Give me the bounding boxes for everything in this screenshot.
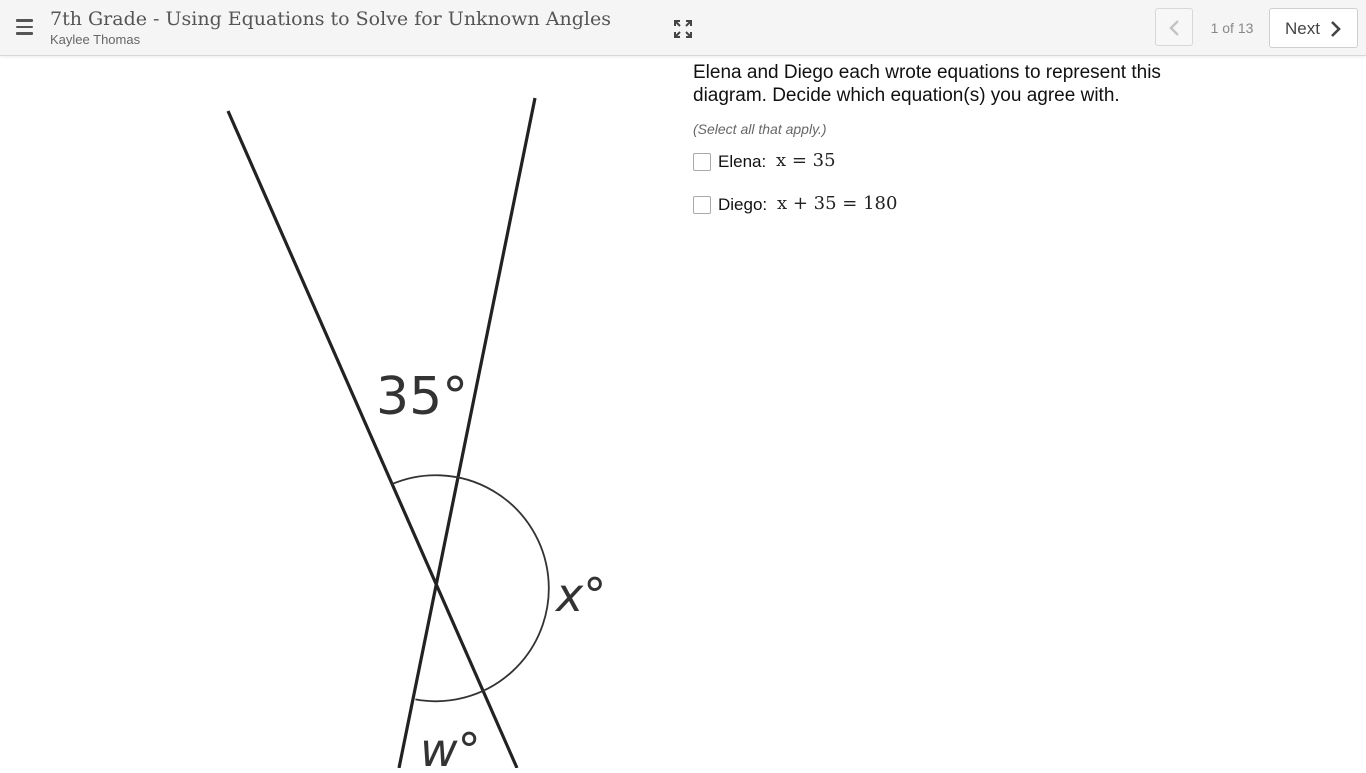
option-equation: x = 35	[776, 150, 836, 171]
angle-arc-x	[392, 475, 549, 701]
option-label: Diego:	[718, 195, 768, 214]
page-title: 7th Grade - Using Equations to Solve for Unknown Angles	[50, 8, 611, 30]
question-prompt: Elena and Diego each wrote equations to represent this diagram. Decide which equation(s) you agree with.	[693, 62, 1161, 106]
line-1	[228, 111, 517, 768]
next-button[interactable]	[1269, 8, 1358, 48]
angle-label-w: w°	[420, 723, 481, 768]
chevron-right-icon	[1329, 20, 1343, 38]
line-2	[399, 98, 535, 768]
checkbox[interactable]	[693, 153, 711, 171]
student-name: Kaylee Thomas	[50, 32, 141, 47]
top-bar	[0, 0, 1366, 56]
angle-label-35: 35°	[376, 367, 469, 427]
hamburger-menu-icon[interactable]	[14, 16, 36, 38]
angle-diagram	[0, 56, 680, 768]
checkbox[interactable]	[693, 196, 711, 214]
next-button-label: Next	[1285, 19, 1320, 38]
select-instruction: (Select all that apply.)	[693, 121, 827, 137]
angle-label-x: x°	[556, 568, 607, 622]
chevron-left-icon	[1156, 9, 1194, 47]
expand-icon[interactable]	[673, 19, 693, 39]
previous-button[interactable]	[1155, 8, 1193, 46]
option-equation: x + 35 = 180	[777, 193, 898, 214]
option-label: Elena:	[718, 152, 767, 171]
page-indicator: 1 of 13	[1210, 20, 1254, 36]
